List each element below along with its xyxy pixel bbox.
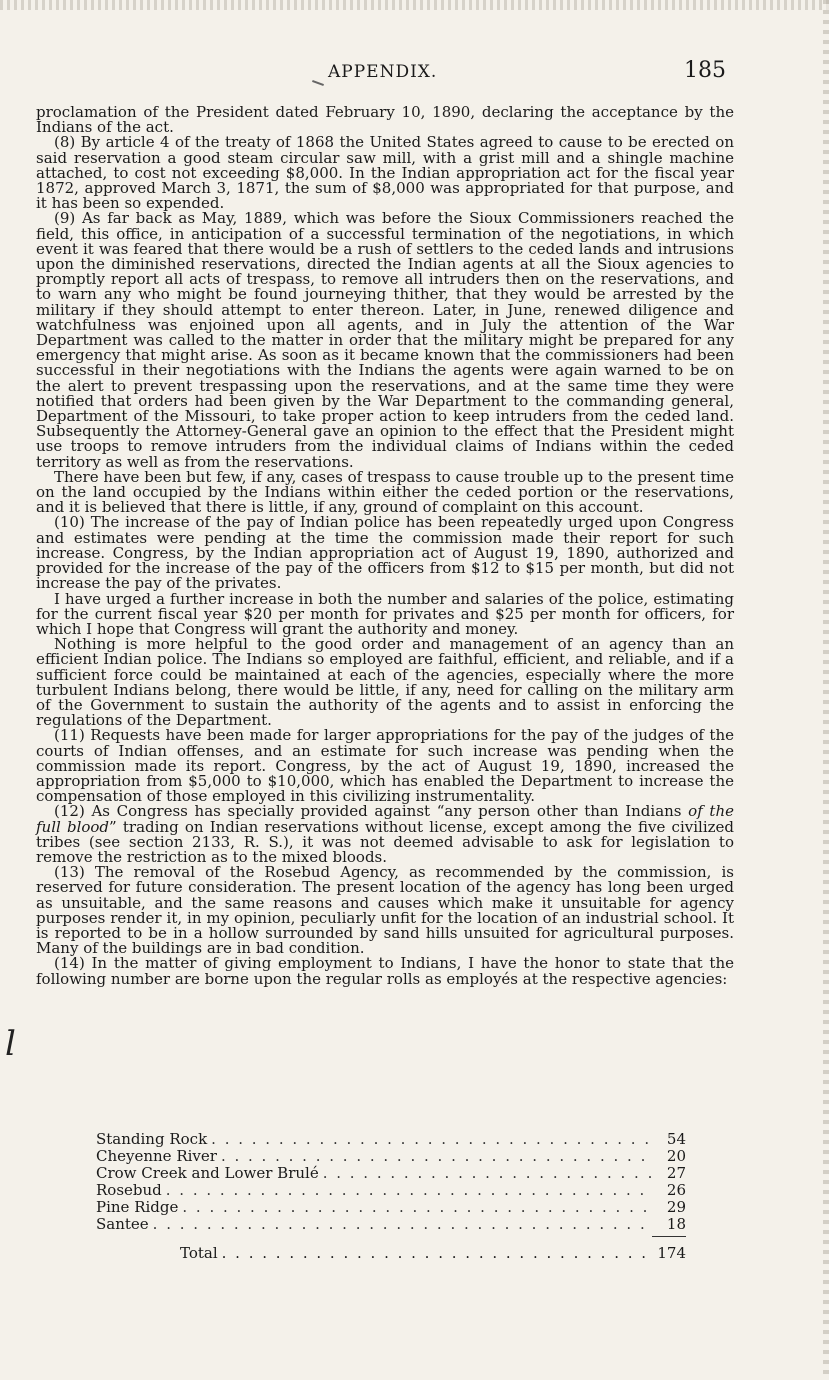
total-count: 174 bbox=[657, 1244, 686, 1262]
paragraph: (11) Requests have been made for larger appropriations for the pay of the judges of the courts of Indian offenses, and an estimate for such increase was pending when the commission made its report. Congress, by the act of August 19, 1890, increased the appropriation from $5,000 to $10,000, which has enabled the Department to increase the compensation of those employed in this civilizing instrumentality. bbox=[36, 726, 734, 806]
agency-count: 18 bbox=[666, 1215, 686, 1233]
table-row bbox=[96, 1198, 686, 1215]
leader-dots bbox=[222, 1244, 648, 1262]
leader-dots bbox=[153, 1215, 654, 1233]
agency-count: 27 bbox=[666, 1164, 686, 1182]
paragraph-text: ” trading on Indian reservations without license, except among the five civilized tribes (see section 2133, R. S.), it was not deemed advisable to ask for legislation to remove the restriction as to the mixed bloods. bbox=[36, 817, 735, 866]
paragraph: (10) The increase of the pay of Indian police has been repeatedly urged upon Congress and estimates were pending at the time the commission made their report for such increase. Congress, by the Indian appropriation act of August 19, 1890, authorized and provided for the increase of the pay of the officers from $12 to $15 per month, but did not increase the pay of the privates. bbox=[36, 513, 734, 593]
total-row bbox=[180, 1244, 686, 1262]
running-head: APPENDIX. bbox=[328, 62, 438, 82]
page-edge-right bbox=[823, 0, 829, 1380]
agency-name: Rosebud bbox=[96, 1181, 162, 1199]
paragraph: (14) In the matter of giving employment to Indians, I have the honor to state that the following number are borne upon the regular rolls as employés at the respective agencies: bbox=[36, 954, 734, 988]
paragraph: (8) By article 4 of the treaty of 1868 the United States agreed to cause to be erected on said reservation a good steam circular saw mill, with a grist mill and a shingle machine attached, to cost not exceeding $8,000. In the Indian appropriation act for the fiscal year 1872, approved March 3, 1871, the sum of $8,000 was appropriated for that purpose, and it has been so expended. bbox=[36, 133, 734, 213]
stray-mark bbox=[312, 80, 324, 86]
leader-dots bbox=[221, 1147, 654, 1165]
agency-count: 54 bbox=[666, 1130, 686, 1148]
leader-dots bbox=[182, 1198, 654, 1216]
paragraph: (9) As far back as May, 1889, which was before the Sioux Commissioners reached the field, this office, in anticipation of a successful termination of the negotiations, in which event it was feared that there would be a rush of settlers to the ceded lands and intrusions upon the diminished reservations, directed the Indian agents at all the Sioux agencies to promptly report all acts of trespass, to remove all intruders then on the reservations, and to warn any who might be found journeying thither, that they would be arrested by the military if they should attempt to enter thereon. Later, in June, renewed diligence and watchfulness was enjoined upon all agents, and in July the attention of the War Department was called to the matter in order that the military might be prepared for any emergency that might arise. As soon as it became known that the commissioners had been successful in their negotiations with the Indians the agents were again warned to be on the alert to prevent trespassing upon the reservations, and at the same time they were notified that orders had been given by the War Department to the commanding general, Department of the Missouri, to take proper action to keep intruders from the ceded land. Subsequently the Attorney-General gave an opinion to the effect that the President might use troops to remove intruders from the individual claims of Indians within the ceded territory as well as from the reservations. bbox=[36, 209, 734, 471]
table-row bbox=[96, 1181, 686, 1198]
agency-name: Santee bbox=[96, 1215, 149, 1233]
total-rule bbox=[652, 1236, 686, 1237]
body-text bbox=[36, 105, 734, 987]
paragraph: I have urged a further increase in both the number and salaries of the police, estimating for the current fiscal year $20 per month for privates and $25 per month for officers, for which I hope that Congress will grant the authority and money. bbox=[36, 589, 734, 638]
agency-employment-table bbox=[96, 1130, 686, 1232]
margin-pencil-mark: l bbox=[5, 1024, 16, 1064]
total-label: Total bbox=[180, 1244, 218, 1262]
paragraph: (13) The removal of the Rosebud Agency, as recommended by the commission, is reserved for future consideration. The present location of the agency has long been urged as unsuitable, and the same reasons and causes which make it unsuitable for agency purposes render it, in my opinion, peculiarly unfit for the location of an industrial school. It is reported to be in a hollow surrounded by sand hills unsuited for agricultural purposes. Many of the buildings are in bad condition. bbox=[36, 863, 734, 958]
agency-name: Standing Rock bbox=[96, 1130, 208, 1148]
table-row bbox=[96, 1215, 686, 1232]
italic-phrase: of the full blood bbox=[36, 802, 734, 836]
agency-name: Pine Ridge bbox=[96, 1198, 179, 1216]
page-edge-top bbox=[0, 0, 829, 10]
paragraph: Nothing is more helpful to the good order and management of an agency than an efficient Indian police. The Indians so employed are faithful, efficient, and reliable, and if a sufficient force could be maintained at each of the agencies, especially where the more turbulent Indians belong, there would be little, if any, need for calling on the military arm of the Government to sustain the authority of the agents and to assist in enforcing the regulations of the Department. bbox=[36, 635, 734, 730]
agency-name: Crow Creek and Lower Brulé bbox=[96, 1164, 319, 1182]
leader-dots bbox=[323, 1164, 654, 1182]
paragraph: There have been but few, if any, cases of trespass to cause trouble up to the present time on the land occupied by the Indians within either the ceded portion or the reservations, and it is believed that there is little, if any, ground of complaint on this account. bbox=[36, 467, 734, 517]
table-row bbox=[96, 1130, 686, 1147]
agency-name: Cheyenne River bbox=[96, 1147, 217, 1165]
leader-dots bbox=[211, 1130, 654, 1148]
leader-dots bbox=[166, 1181, 654, 1199]
agency-count: 29 bbox=[666, 1198, 686, 1216]
agency-count: 26 bbox=[666, 1181, 686, 1199]
table-row bbox=[96, 1164, 686, 1181]
paragraph-text: (12) As Congress has specially provided against “any person other than Indians bbox=[54, 802, 689, 821]
page-number: 185 bbox=[684, 58, 726, 83]
paragraph bbox=[36, 804, 734, 865]
paragraph: proclamation of the President dated February 10, 1890, declaring the acceptance by the Indians of the act. bbox=[36, 103, 734, 137]
agency-count: 20 bbox=[666, 1147, 686, 1165]
table-row bbox=[96, 1147, 686, 1164]
